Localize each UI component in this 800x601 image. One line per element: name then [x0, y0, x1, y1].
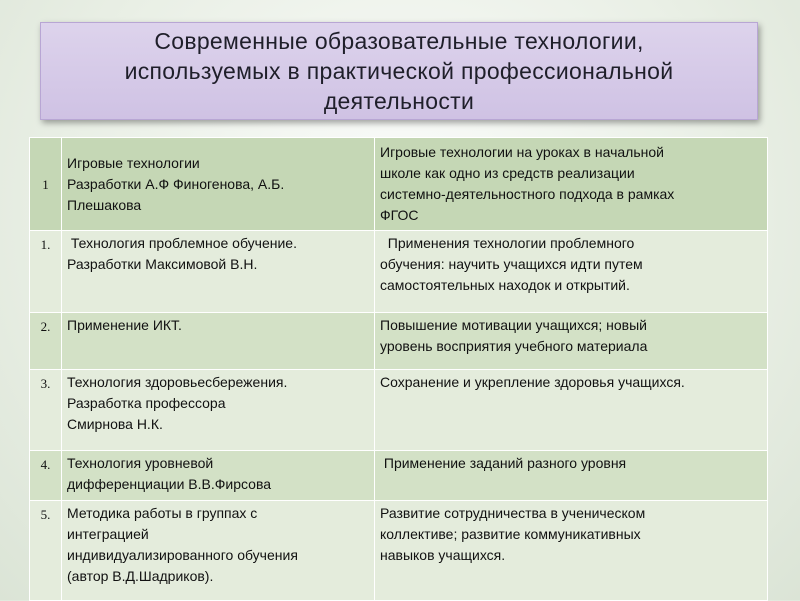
cell-line: Методика работы в группах с: [67, 505, 258, 521]
cell-line: интеграцией: [67, 526, 149, 542]
goal-cell: [375, 313, 768, 370]
cell-line: Сохранение и укрепление здоровья учащихся.: [380, 374, 685, 390]
technology-cell: [62, 313, 375, 370]
cell-line: Плешакова: [67, 196, 142, 213]
title-line: Современные образовательные технологии,: [154, 28, 644, 54]
cell-line: коллективе; развитие коммуникативных: [380, 526, 641, 542]
cell-line: Применение ИКТ.: [67, 317, 182, 333]
cell-line: индивидуализированного обучения: [67, 547, 298, 563]
goal-cell: [375, 370, 768, 451]
cell-line: обучения: научить учащихся идти путем: [380, 256, 643, 272]
cell-line: системно-деятельностного подхода в рамках: [380, 186, 675, 202]
cell-line: школе как одно из средств реализации: [380, 165, 635, 181]
row-number: 2.: [30, 313, 62, 370]
row-number: 1: [30, 138, 62, 231]
cell-line: Разработки А.Ф Финогенова, А.Б.: [67, 175, 285, 192]
cell-line: Смирнова Н.К.: [67, 416, 163, 432]
slide-title: [125, 26, 674, 116]
title-line: деятельности: [323, 88, 475, 114]
row-number: 1.: [30, 231, 62, 313]
technology-cell: [62, 370, 375, 451]
cell-line: Технология уровневой: [67, 455, 214, 471]
goal-cell: [375, 231, 768, 313]
cell-line: (автор В.Д.Шадриков).: [67, 568, 214, 584]
table-row: [30, 138, 768, 231]
technology-cell: [62, 501, 375, 601]
cell-line: Игровые технологии: [67, 154, 200, 171]
cell-line: Применение заданий разного уровня: [380, 455, 627, 471]
technology-cell: [62, 138, 375, 231]
cell-line: дифференциации В.В.Фирсова: [67, 476, 272, 492]
table-row: [30, 370, 768, 451]
title-line: используемых в практической профессиональной: [124, 58, 674, 84]
cell-line: навыков учащихся.: [380, 547, 506, 563]
technologies-table: [29, 137, 768, 601]
goal-cell: [375, 501, 768, 601]
cell-line: Применения технологии проблемного: [380, 235, 635, 251]
row-number: 5.: [30, 501, 62, 601]
row-number: 4.: [30, 451, 62, 501]
table-row: [30, 231, 768, 313]
table-row: [30, 501, 768, 601]
goal-cell: [375, 451, 768, 501]
table-row: [30, 451, 768, 501]
cell-line: Развитие сотрудничества в ученическом: [380, 505, 646, 521]
cell-line: Повышение мотивации учащихся; новый: [380, 317, 648, 333]
cell-line: Разработка профессора: [67, 395, 226, 411]
cell-line: Технология проблемное обучение.: [67, 235, 297, 251]
cell-line: ФГОС: [380, 207, 419, 223]
cell-line: Технология здоровьесбережения.: [67, 374, 288, 390]
cell-line: уровень восприятия учебного материала: [380, 338, 648, 354]
cell-line: самостоятельных находок и открытий.: [380, 277, 630, 293]
technology-cell: [62, 451, 375, 501]
row-number: 3.: [30, 370, 62, 451]
slide-title-box: [40, 22, 758, 120]
goal-cell: [375, 138, 768, 231]
table-row: [30, 313, 768, 370]
cell-line: Игровые технологии на уроках в начальной: [380, 144, 664, 160]
cell-line: Разработки Максимовой В.Н.: [67, 256, 258, 272]
technology-cell: [62, 231, 375, 313]
